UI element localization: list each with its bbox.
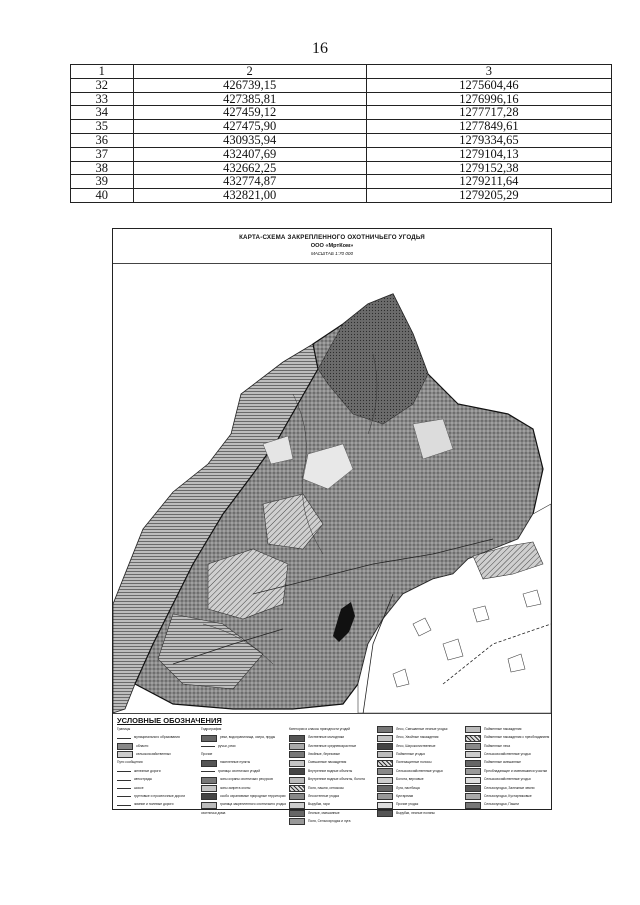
legend-item bbox=[465, 734, 549, 741]
legend-title: УСЛОВНЫЕ ОБОЗНАЧЕНИЯ bbox=[117, 716, 222, 725]
legend-label: Лесо, Смешанные лесные угодья bbox=[396, 726, 448, 731]
legend-label: Внутренние водные объекты, болота bbox=[308, 777, 365, 782]
legend-swatch bbox=[289, 793, 305, 800]
legend-item bbox=[117, 793, 199, 800]
legend-swatch bbox=[289, 785, 305, 792]
legend-swatch bbox=[201, 777, 217, 784]
table-cell: 1276996,16 bbox=[366, 92, 611, 106]
legend-swatch bbox=[289, 810, 305, 817]
legend-swatch bbox=[201, 760, 217, 767]
legend-swatch bbox=[289, 768, 305, 775]
legend-item bbox=[465, 768, 549, 775]
legend-swatch bbox=[377, 743, 393, 750]
table-cell: 37 bbox=[71, 147, 134, 161]
legend-label: Сельхозугодья, Пашни bbox=[484, 802, 519, 807]
legend-label: Лесные, смешанные bbox=[308, 810, 340, 815]
legend-label: Смешанные насаждения bbox=[308, 760, 347, 765]
table-header-row bbox=[71, 65, 612, 79]
legend-item bbox=[201, 802, 287, 809]
legend-swatch bbox=[201, 793, 217, 800]
legend-item bbox=[377, 768, 463, 775]
table-row bbox=[71, 92, 612, 106]
legend-item bbox=[201, 760, 287, 767]
legend-item bbox=[465, 802, 549, 809]
legend-label: Кустарники bbox=[396, 794, 414, 799]
table-cell: 1279334,65 bbox=[366, 133, 611, 147]
legend-swatch bbox=[117, 751, 133, 758]
legend-label: граница закрепленного охотничьего угодья bbox=[220, 802, 286, 807]
legend-label: Границы bbox=[117, 726, 131, 731]
table-cell: 40 bbox=[71, 189, 134, 203]
table-row bbox=[71, 120, 612, 134]
legend-item bbox=[289, 810, 375, 817]
table-cell: 432407,69 bbox=[133, 147, 366, 161]
legend-label: Лесо, Хвойные насаждения bbox=[396, 735, 439, 740]
table-row bbox=[71, 78, 612, 92]
legend-label: границы охотничьих угодий bbox=[218, 768, 261, 773]
legend-label: Полезащитные полосы bbox=[396, 760, 432, 765]
table-row bbox=[71, 189, 612, 203]
table-header-cell: 1 bbox=[71, 65, 134, 79]
legend-item bbox=[289, 734, 375, 741]
legend-line-symbol bbox=[201, 746, 215, 747]
legend-item bbox=[289, 802, 375, 809]
table-cell: 32 bbox=[71, 78, 134, 92]
legend-label: Пойменные насаждения bbox=[484, 726, 522, 731]
legend-column-1 bbox=[117, 726, 199, 810]
legend-item bbox=[201, 793, 287, 800]
table-row bbox=[71, 161, 612, 175]
legend-label: муниципального образования bbox=[134, 735, 180, 740]
legend-label: Пойменные насаждения с преобладанием bbox=[484, 735, 550, 740]
legend-swatch bbox=[289, 802, 305, 809]
legend-item bbox=[117, 743, 199, 750]
table-cell: 38 bbox=[71, 161, 134, 175]
table-row bbox=[71, 133, 612, 147]
table-cell: 39 bbox=[71, 175, 134, 189]
legend-swatch bbox=[465, 777, 481, 784]
legend-item bbox=[377, 743, 463, 750]
legend-item bbox=[289, 776, 375, 783]
legend-item bbox=[117, 734, 199, 741]
legend-label: Сельхозугодья, Залежные земли bbox=[484, 785, 535, 790]
table-cell: 1275604,46 bbox=[366, 78, 611, 92]
legend-item bbox=[201, 768, 287, 775]
legend-label: особо охраняемые природные территории bbox=[220, 794, 286, 799]
legend-label: Сельскохозяйственные угодья bbox=[484, 777, 531, 782]
legend-swatch bbox=[377, 760, 393, 767]
legend-item bbox=[377, 734, 463, 741]
legend-swatch bbox=[465, 802, 481, 809]
table-cell: 432662,25 bbox=[133, 161, 366, 175]
table-header-cell: 2 bbox=[133, 65, 366, 79]
legend-column-3 bbox=[289, 726, 375, 827]
legend-swatch bbox=[377, 751, 393, 758]
legend-swatch bbox=[201, 735, 217, 742]
legend-item bbox=[465, 785, 549, 792]
legend-item bbox=[201, 751, 287, 758]
legend-swatch bbox=[465, 751, 481, 758]
legend-label: Лиственные средневозрастные bbox=[308, 743, 357, 748]
legend-label: Пойменные смешанные bbox=[484, 760, 521, 765]
legend-swatch bbox=[377, 768, 393, 775]
table-cell: 33 bbox=[71, 92, 134, 106]
legend-label: Вырубки, гари bbox=[308, 802, 330, 807]
legend-item bbox=[465, 793, 549, 800]
legend-label: Гидрография bbox=[201, 726, 222, 731]
legend-swatch bbox=[289, 760, 305, 767]
legend-swatch bbox=[465, 743, 481, 750]
legend-label: Категории и классы пригодности угодий bbox=[289, 726, 350, 731]
legend-label: железные дороги bbox=[134, 768, 161, 773]
legend-swatch bbox=[377, 785, 393, 792]
legend-item bbox=[201, 776, 287, 783]
legend-swatch bbox=[201, 785, 217, 792]
legend-label: Пойменные леса bbox=[484, 743, 511, 748]
legend-swatch bbox=[465, 726, 481, 733]
legend-label: Сельскохозяйственные угодья bbox=[484, 752, 531, 757]
legend-label: Преобладающие и сменившиеся участки bbox=[484, 768, 548, 773]
map-frame bbox=[112, 228, 552, 824]
map-scale: МАСШТАБ 1:70 000 bbox=[310, 251, 354, 256]
legend-label: Прочие bbox=[201, 752, 213, 757]
legend-swatch bbox=[377, 793, 393, 800]
legend-swatch bbox=[465, 735, 481, 742]
table-cell: 34 bbox=[71, 106, 134, 120]
legend-item bbox=[117, 785, 199, 792]
legend-label: Лесостепные угодья bbox=[308, 794, 340, 799]
table-cell: 1279205,29 bbox=[366, 189, 611, 203]
table-cell: 432774,87 bbox=[133, 175, 366, 189]
legend-column-4 bbox=[377, 726, 463, 818]
legend-swatch bbox=[465, 793, 481, 800]
legend-item bbox=[289, 751, 375, 758]
legend-swatch bbox=[465, 760, 481, 767]
legend-label: шоссе bbox=[134, 785, 144, 790]
legend-swatch bbox=[289, 735, 305, 742]
legend-item bbox=[465, 726, 549, 733]
legend-item bbox=[289, 818, 375, 825]
legend-item bbox=[201, 726, 287, 733]
legend-label: Сельхозугодья, Кустарниковые bbox=[484, 794, 532, 799]
table-cell: 432821,00 bbox=[133, 189, 366, 203]
legend-line-symbol bbox=[117, 796, 131, 797]
legend-item bbox=[201, 743, 287, 750]
legend-column-5 bbox=[465, 726, 549, 810]
table-cell: 427475,90 bbox=[133, 120, 366, 134]
legend-swatch bbox=[377, 735, 393, 742]
legend-line-symbol bbox=[117, 788, 131, 789]
legend-item bbox=[289, 768, 375, 775]
map-title: КАРТА-СХЕМА ЗАКРЕПЛЕННОГО ОХОТНИЧЬЕГО УГОДЬЯ bbox=[239, 234, 425, 241]
legend-item bbox=[289, 785, 375, 792]
legend-swatch bbox=[377, 810, 393, 817]
legend-item bbox=[377, 726, 463, 733]
legend-item bbox=[465, 760, 549, 767]
table-cell: 1279211,64 bbox=[366, 175, 611, 189]
legend-swatch bbox=[377, 802, 393, 809]
legend-item bbox=[289, 726, 375, 733]
table-header-cell: 3 bbox=[366, 65, 611, 79]
legend-item bbox=[117, 751, 199, 758]
map-subtitle: ООО «МртКом» bbox=[310, 243, 354, 249]
legend-label: населенные пункты bbox=[220, 760, 251, 765]
table-cell: 1277849,61 bbox=[366, 120, 611, 134]
legend-item bbox=[289, 793, 375, 800]
legend-item bbox=[117, 768, 199, 775]
table-cell: 427385,81 bbox=[133, 92, 366, 106]
legend-label: грунтовые и проселочные дороги bbox=[134, 794, 186, 799]
legend-item bbox=[201, 810, 287, 817]
page-number: 16 bbox=[312, 40, 328, 57]
legend-label: Лиственные молодняки bbox=[308, 735, 345, 740]
legend-label: Внутренние водные объекты bbox=[308, 768, 353, 773]
legend-label: охотничьи дома bbox=[201, 810, 226, 815]
map-image bbox=[113, 264, 551, 713]
legend-swatch bbox=[117, 743, 133, 750]
table-row bbox=[71, 106, 612, 120]
legend-label: Пути сообщения bbox=[117, 760, 143, 765]
legend-item bbox=[465, 751, 549, 758]
legend-label: Лесо, Широколиственные bbox=[396, 743, 436, 748]
legend-label: реки, водохранилища, озера, пруды bbox=[220, 735, 276, 740]
legend-line-symbol bbox=[117, 780, 131, 781]
legend-line-symbol bbox=[201, 771, 215, 772]
legend-item bbox=[377, 751, 463, 758]
table-cell: 430935,94 bbox=[133, 133, 366, 147]
legend-swatch bbox=[377, 777, 393, 784]
legend-swatch bbox=[201, 802, 217, 809]
legend-swatch bbox=[289, 743, 305, 750]
legend-swatch bbox=[289, 777, 305, 784]
legend-item bbox=[201, 734, 287, 741]
table-cell: 1279104,13 bbox=[366, 147, 611, 161]
legend-swatch bbox=[289, 818, 305, 825]
legend-label: области bbox=[136, 743, 149, 748]
legend-label: зимние и полевые дороги bbox=[134, 802, 174, 807]
legend-label: Пойменные угодья bbox=[396, 752, 425, 757]
legend-item bbox=[289, 760, 375, 767]
legend-item bbox=[117, 802, 199, 809]
legend-line-symbol bbox=[117, 738, 131, 739]
legend-item bbox=[117, 776, 199, 783]
legend-item bbox=[117, 726, 199, 733]
legend-swatch bbox=[377, 726, 393, 733]
legend-item bbox=[465, 776, 549, 783]
legend-label: Болота, верховые bbox=[396, 777, 424, 782]
legend-label: Хвойные, березовые bbox=[308, 752, 340, 757]
table-cell: 1279152,38 bbox=[366, 161, 611, 175]
legend-label: зоны запрета охоты bbox=[220, 785, 251, 790]
coordinates-table bbox=[70, 64, 612, 203]
legend-swatch bbox=[465, 768, 481, 775]
legend-line-symbol bbox=[117, 805, 131, 806]
legend-item bbox=[377, 785, 463, 792]
legend-item bbox=[117, 760, 199, 767]
legend-item bbox=[377, 810, 463, 817]
table-cell: 35 bbox=[71, 120, 134, 134]
legend-item bbox=[465, 743, 549, 750]
legend-label: Сельскохозяйственные угодья bbox=[396, 768, 443, 773]
legend-swatch bbox=[289, 751, 305, 758]
table-cell: 427459,12 bbox=[133, 106, 366, 120]
legend-item bbox=[377, 802, 463, 809]
legend-label: Вырубки, лесные поляны bbox=[396, 810, 435, 815]
legend-item bbox=[377, 776, 463, 783]
legend-label: зоны охраны охотничьих ресурсов bbox=[220, 777, 273, 782]
legend-item bbox=[377, 760, 463, 767]
map-header bbox=[113, 229, 551, 264]
legend-column-2 bbox=[201, 726, 287, 818]
table-row bbox=[71, 175, 612, 189]
legend-label: Поля, Сельхозугодья и луга bbox=[308, 819, 351, 824]
legend bbox=[113, 713, 551, 824]
legend-label: ручьи, реки bbox=[218, 743, 236, 748]
legend-item bbox=[377, 793, 463, 800]
legend-swatch bbox=[465, 785, 481, 792]
legend-item bbox=[289, 743, 375, 750]
table-row bbox=[71, 147, 612, 161]
legend-label: Луга, пастбища bbox=[396, 785, 420, 790]
table-cell: 36 bbox=[71, 133, 134, 147]
table-cell: 1277717,28 bbox=[366, 106, 611, 120]
legend-label: Прочие угодья bbox=[396, 802, 419, 807]
legend-label: автострады bbox=[134, 777, 152, 782]
legend-item bbox=[201, 785, 287, 792]
legend-line-symbol bbox=[117, 771, 131, 772]
legend-label: сельскохозяйственных bbox=[136, 752, 171, 757]
table-cell: 426739,15 bbox=[133, 78, 366, 92]
legend-label: Поля, пашни, сенокосы bbox=[308, 785, 344, 790]
